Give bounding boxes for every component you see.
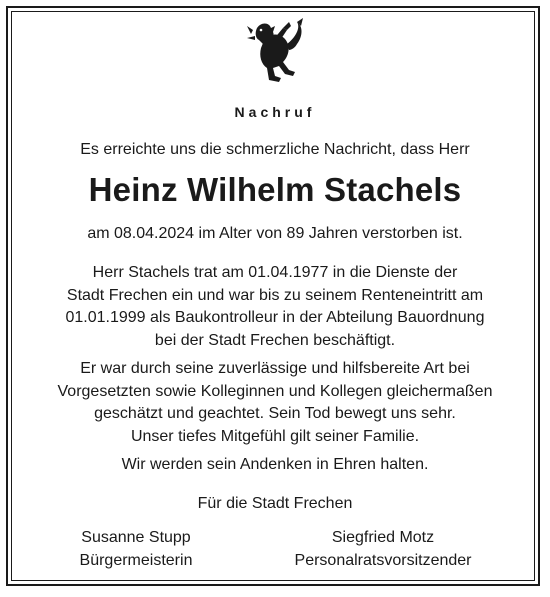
- death-date-line: am 08.04.2024 im Alter von 89 Jahren verstorben ist.: [87, 225, 463, 242]
- paragraph-line: geschätzt und geachtet. Sein Tod bewegt uns sehr.: [94, 405, 456, 422]
- notice-heading: Nachruf: [234, 104, 316, 120]
- tribute-paragraph: [0, 358, 550, 426]
- career-paragraph: [0, 262, 550, 352]
- paragraph-line: Er war durch seine zuverlässige und hilfsbereite Art bei: [80, 360, 470, 377]
- paragraph-line: Herr Stachels trat am 01.04.1977 in die Dienste der: [92, 264, 458, 281]
- signatory-name: Susanne Stupp: [81, 529, 191, 546]
- signatory-staff-council: [258, 527, 508, 572]
- paragraph-line: Stadt Frechen ein und war bis zu seinem Renteneintritt am: [66, 286, 484, 304]
- signatory-mayor: [11, 527, 261, 572]
- paragraph-line: Vorgesetzten sowie Kolleginnen und Kollegen gleichermaßen: [57, 382, 493, 400]
- memory-line: Wir werden sein Andenken in Ehren halten.: [121, 456, 429, 473]
- paragraph-line: bei der Stadt Frechen beschäftigt.: [154, 331, 396, 349]
- condolence-line: Unser tiefes Mitgefühl gilt seiner Familie.: [130, 428, 420, 445]
- signatory-role: Personalratsvorsitzender: [294, 551, 472, 569]
- lion-crest-icon: [243, 18, 307, 84]
- paragraph-line: 01.01.1999 als Baukontrolleur in der Abteilung Bauordnung: [65, 309, 485, 326]
- on-behalf-line: Für die Stadt Frechen: [197, 495, 353, 512]
- signatory-role: Bürgermeisterin: [79, 551, 193, 569]
- lead-text: Es erreichte uns die schmerzliche Nachricht, dass Herr: [80, 141, 470, 158]
- signatory-name: Siegfried Motz: [331, 529, 435, 546]
- deceased-name: Heinz Wilhelm Stachels: [88, 171, 462, 208]
